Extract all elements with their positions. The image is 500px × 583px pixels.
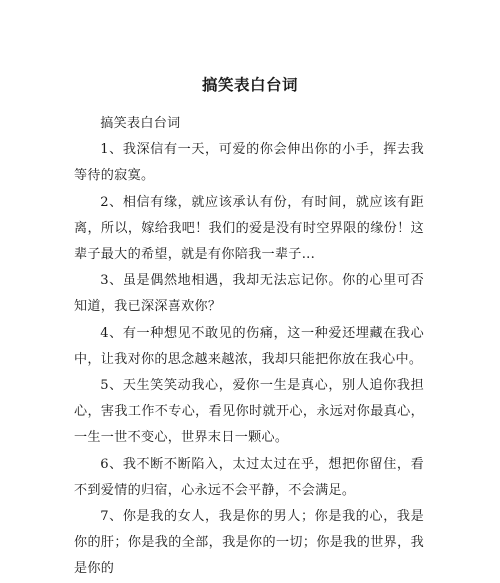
paragraph-subtitle: 搞笑表白台词 — [100, 116, 181, 131]
paragraph-4: 4、有一种想见不敢见的伤痛，这一种爱还埋藏在我心中，让我对你的思念越来越浓，我却只能把你放在我心中。 — [74, 325, 424, 367]
document-title: 搞笑表白台词 — [201, 76, 298, 94]
paragraph-2: 2、相信有缘，就应该承认有份，有时间，就应该有距离，所以，嫁给我吧！我们的爱是没有时空界限的缘份！这辈子最大的希望，就是有你陪我一辈子... — [74, 194, 424, 263]
paragraph-3: 3、虽是偶然地相遇，我却无法忘记你。你的心里可否知道，我已深深喜欢你？ — [74, 273, 424, 315]
paragraph-6: 6、我不断不断陷入，太过太过在乎，想把你留住，看不到爱情的归宿，心永远不会平静，不会满足。 — [74, 456, 424, 498]
paragraph-7: 7、你是我的女人，我是你的男人；你是我的心，我是你的肝；你是我的全部，我是你的一切；你是我的世界，我是你的 — [74, 509, 424, 577]
paragraph-5: 5、天生笑笑动我心，爱你一生是真心，别人追你我担心，害我工作不专心，看见你时就开心，永远对你最真心，一生一世不变心，世界末日一颗心。 — [74, 378, 424, 446]
document-body — [74, 111, 424, 583]
paragraph-1: 1、我深信有一天，可爱的你会伸出你的小手，挥去我等待的寂寞。 — [74, 142, 424, 184]
